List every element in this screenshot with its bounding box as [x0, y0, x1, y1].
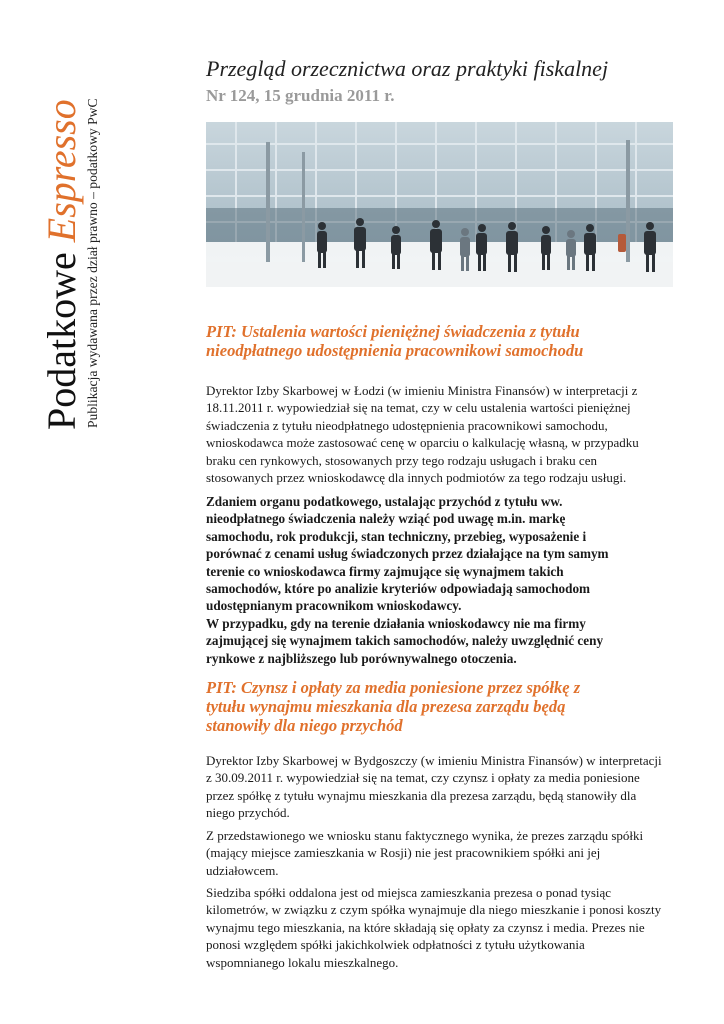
- text-line: samochodów, które po analizie kryteriów odpowiadają samochodom: [206, 581, 591, 597]
- text-line: wnioskodawca może zastosować cenę w oparciu o kalkulację własną, w przypadku: [206, 435, 639, 451]
- text-line: stosowanych przez wnioskodawcę dla innych podmiotów za tego rodzaju usługi.: [206, 470, 627, 486]
- brand-subtitle: Publikacja wydawana przez dział prawno – podatkowy PwC: [85, 98, 100, 428]
- publication-title: Przegląd orzecznictwa oraz praktyki fiskalnej: [206, 56, 609, 81]
- article-1-heading-line: nieodpłatnego udostępnienia pracownikowi samochodu: [206, 341, 584, 360]
- text-line: W przypadku, gdy na terenie działania wnioskodawcy nie ma firmy: [206, 615, 586, 631]
- text-line: wspomnianego lokalu mieszkalnego.: [206, 954, 399, 970]
- text-line: Dyrektor Izby Skarbowej w Łodzi (w imieniu Ministra Finansów) w interpretacji z: [206, 383, 638, 398]
- text-line: Zdaniem organu podatkowego, ustalając przychód z tytułu ww.: [206, 494, 563, 509]
- article-2-heading: [206, 678, 666, 735]
- text-line: Siedziba spółki oddalona jest od miejsca zamieszkania prezesa o ponad tysiąc: [206, 885, 612, 900]
- text-line: niego przychód.: [206, 805, 290, 821]
- issue-number: Nr 124, 15 grudnia 2011 r.: [206, 86, 395, 105]
- text-line: samochodu, rok produkcji, stan techniczny, przebieg, wyposażenie i: [206, 528, 587, 544]
- article-2-paragraph-2: [206, 827, 676, 879]
- brand-title-main: Podatkowe: [39, 252, 84, 430]
- article-2-heading-line: tytułu wynajmu mieszkania dla prezesa zarządu będą: [206, 697, 566, 716]
- text-line: z 30.09.2011 r. wypowiedział się na temat, czy czynsz i opłaty za media poniesione: [206, 770, 640, 786]
- article-2-heading-line: PIT: Czynsz i opłaty za media poniesione przez spółkę z: [206, 678, 581, 697]
- article-1-paragraph-1: [206, 382, 676, 486]
- text-line: zajmującej się wynajmem takich samochodów, należy uwzględnić ceny: [206, 633, 604, 649]
- text-line: terenie co wnioskodawca firmy zajmujące się wynajmem takich: [206, 563, 564, 579]
- text-line: udostępnianym pracownikom wnioskodawcy.: [206, 598, 462, 614]
- text-line: 18.11.2011 r. wypowiedział się na temat, czy w celu ustalenia wartości pieniężnej: [206, 400, 631, 416]
- text-line: wynajmu tego mieszkania, na które składają się opłaty za czynsz i media. Prezes nie: [206, 919, 645, 935]
- text-line: ponosi względem spółki jakichkolwiek odpłatności z tytułu użytkowania: [206, 937, 585, 953]
- text-line: porównać z cenami usług świadczonych przez działające na tym samym: [206, 546, 609, 562]
- text-line: rynkowe z najbliższego lub porównywalnego otoczenia.: [206, 650, 517, 666]
- article-2-paragraph-3: [206, 884, 676, 971]
- brand-title-accent: Espresso: [39, 99, 84, 243]
- article-1-heading-line: PIT: Ustalenia wartości pieniężnej świadczenia z tytułu: [206, 322, 580, 341]
- article-2-paragraph-1: [206, 752, 676, 822]
- text-line: Dyrektor Izby Skarbowej w Bydgoszczy (w imieniu Ministra Finansów) w interpretacji: [206, 753, 662, 768]
- text-line: nieodpłatnego świadczenia należy wziąć pod uwagę m.in. markę: [206, 511, 566, 527]
- text-line: udziałowcem.: [206, 862, 279, 878]
- brand-title: [40, 99, 84, 430]
- article-1-heading: [206, 322, 666, 360]
- text-line: braku cen rynkowych, stosowanych przy tego rodzaju usługach i braku cen: [206, 452, 597, 468]
- photo-illustration: [206, 122, 673, 287]
- article-1-paragraph-2: [206, 493, 676, 667]
- text-line: Z przedstawionego we wniosku stanu faktycznego wynika, że prezes zarządu spółki: [206, 828, 644, 843]
- text-line: przez spółkę z tytułu wynajmu mieszkania dla prezesa zarządu, będą stanowiły dla: [206, 787, 637, 803]
- text-line: świadczenia z tytułu nieodpłatnego udostępnienia pracownikowi samochodu,: [206, 417, 608, 433]
- text-line: (mający miejsce zamieszkania w Rosji) nie jest pracownikiem spółki ani jej: [206, 845, 601, 861]
- article-2-heading-line: stanowiły dla niego przychód: [206, 716, 403, 735]
- brand-vertical: [40, 20, 110, 430]
- city-commuters-photo: [206, 122, 673, 287]
- text-line: kilometrów, w związku z czym spółka wynajmuje dla niego mieszkanie i ponosi koszty: [206, 902, 662, 918]
